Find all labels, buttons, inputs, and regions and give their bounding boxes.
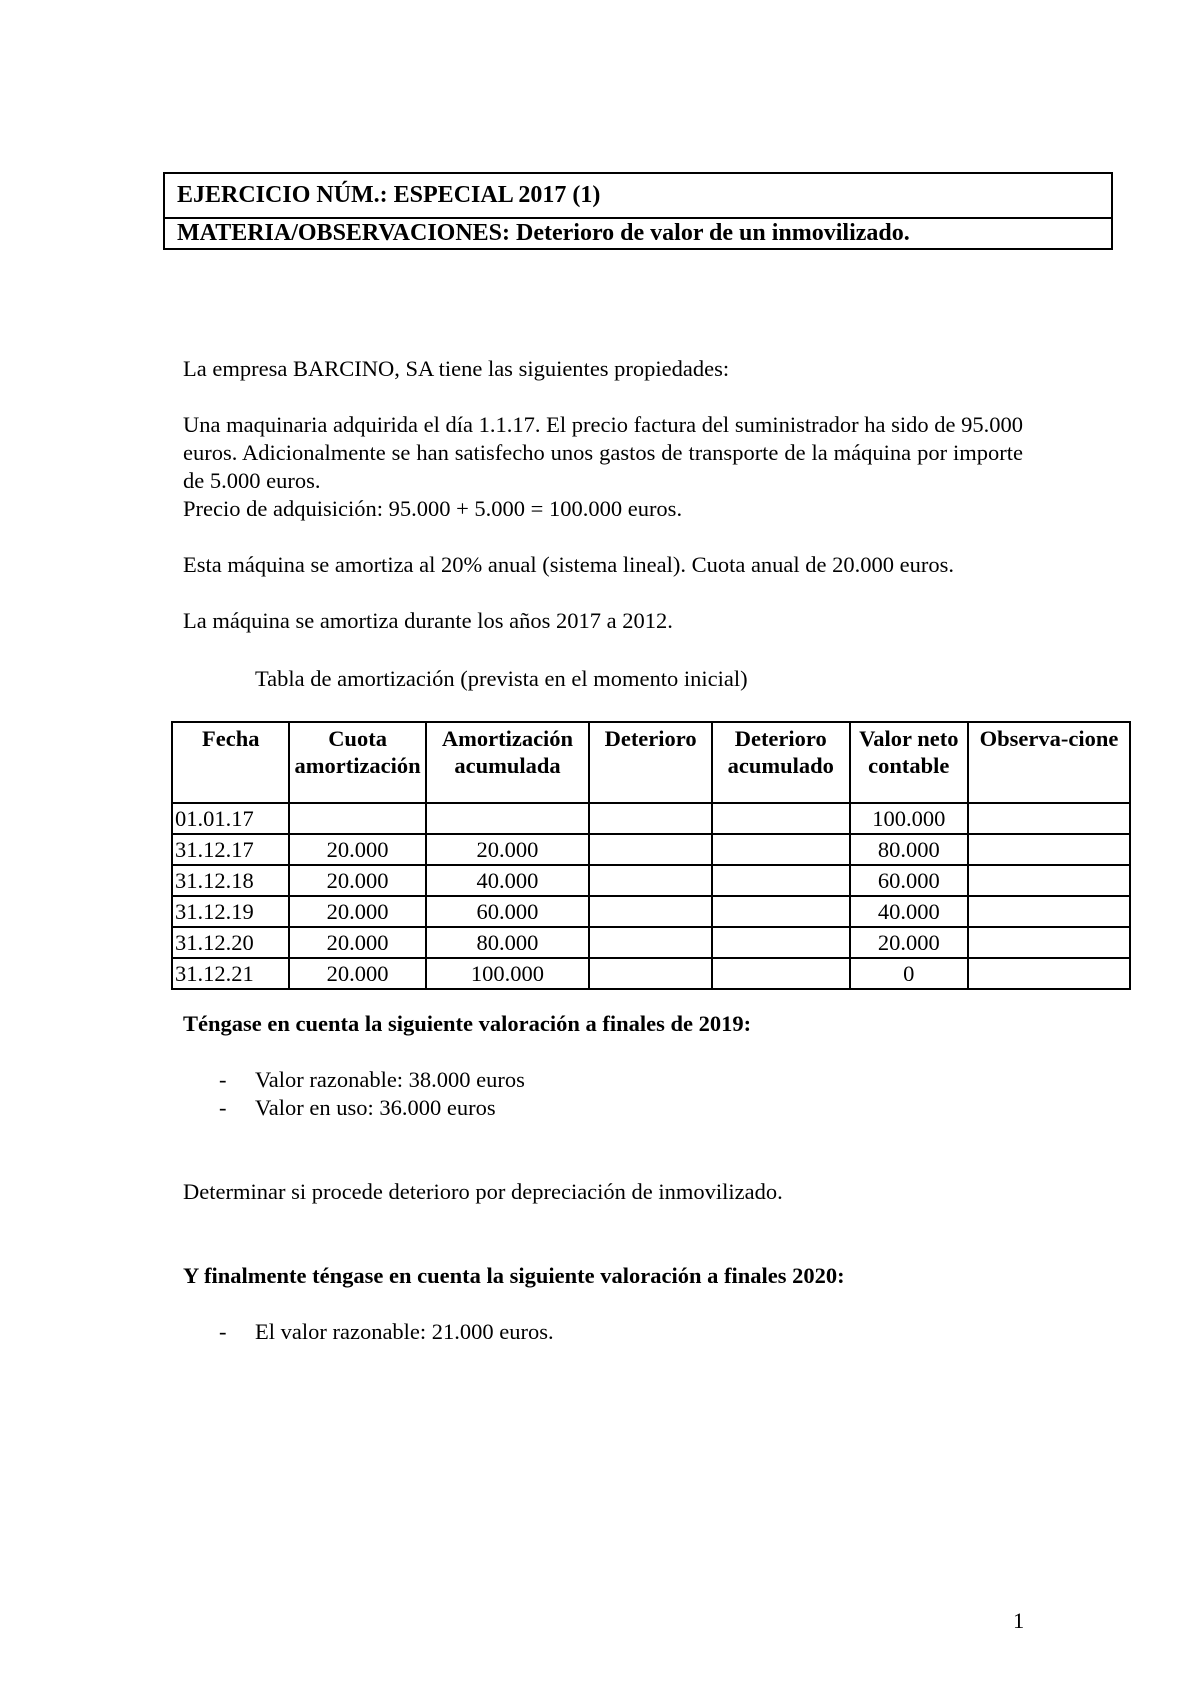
acquisition-price-line: Precio de adquisición: 95.000 + 5.000 = 100.000 euros. [183,496,683,521]
cell-valor-neto: 20.000 [850,927,969,958]
cell-valor-neto: 60.000 [850,865,969,896]
table-row [172,834,1130,865]
table-row [172,927,1130,958]
amortization-table [171,721,1131,990]
cell-fecha: 31.12.18 [172,865,289,896]
cell-cuota: 20.000 [289,865,425,896]
list-item: - Valor en uso: 36.000 euros [183,1094,525,1122]
cell-cuota: 20.000 [289,896,425,927]
task-paragraph: Determinar si procede deterioro por depreciación de inmovilizado. [183,1179,783,1204]
cell-valor-neto: 0 [850,958,969,989]
cell-fecha: 31.12.21 [172,958,289,989]
cell-observaciones [968,803,1130,834]
cell-deterioro [589,834,712,865]
table-row [172,803,1130,834]
valuation-2020-list [183,1318,554,1346]
column-header: Fecha [172,722,289,803]
cell-deterioro-acumulado [712,927,850,958]
cell-acumulada [426,803,590,834]
table-row [172,958,1130,989]
cell-observaciones [968,958,1130,989]
cell-observaciones [968,834,1130,865]
cell-acumulada: 100.000 [426,958,590,989]
cell-deterioro [589,927,712,958]
cell-acumulada: 60.000 [426,896,590,927]
cell-deterioro-acumulado [712,834,850,865]
table-row [172,896,1130,927]
cell-deterioro [589,896,712,927]
exercise-header-box [163,172,1113,250]
column-header: Deterioro [589,722,712,803]
exercise-title: EJERCICIO NÚM.: ESPECIAL 2017 (1) [177,182,601,208]
cell-valor-neto: 40.000 [850,896,969,927]
cell-valor-neto: 100.000 [850,803,969,834]
cell-fecha: 31.12.17 [172,834,289,865]
cell-cuota: 20.000 [289,834,425,865]
column-header: Observa-cione [968,722,1130,803]
table-row [172,865,1130,896]
cell-fecha: 31.12.20 [172,927,289,958]
valuation-2019-heading: Téngase en cuenta la siguiente valoración a finales de 2019: [183,1011,752,1036]
machine-purchase-paragraph: Una maquinaria adquirida el día 1.1.17. El precio factura del suministrador ha sido de 95.000 euros. Adicionalmente se han satisfecho unos gastos de transporte de la máquina por importe de 5.000 euros. [183,412,1023,493]
exercise-subject: MATERIA/OBSERVACIONES: Deterioro de valor de un inmovilizado. [165,217,1111,248]
cell-deterioro [589,865,712,896]
cell-acumulada: 80.000 [426,927,590,958]
column-header: Cuota amortización [289,722,425,803]
cell-deterioro-acumulado [712,803,850,834]
column-header: Valor neto contable [850,722,969,803]
cell-cuota [289,803,425,834]
cell-observaciones [968,865,1130,896]
depreciation-years-paragraph: La máquina se amortiza durante los años 2017 a 2012. [183,608,673,633]
cell-cuota: 20.000 [289,958,425,989]
cell-deterioro [589,803,712,834]
cell-fecha: 01.01.17 [172,803,289,834]
depreciation-rate-paragraph: Esta máquina se amortiza al 20% anual (sistema lineal). Cuota anual de 20.000 euros. [183,552,955,577]
cell-valor-neto: 80.000 [850,834,969,865]
page-number: 1 [1013,1608,1025,1633]
cell-fecha: 31.12.19 [172,896,289,927]
column-header: Amortización acumulada [426,722,590,803]
list-item: - El valor razonable: 21.000 euros. [183,1318,554,1346]
valuation-2020-heading: Y finalmente téngase en cuenta la siguiente valoración a finales 2020: [183,1263,845,1288]
cell-deterioro-acumulado [712,958,850,989]
table-header-row [172,722,1130,803]
cell-observaciones [968,927,1130,958]
column-header: Deterioro acumulado [712,722,850,803]
cell-deterioro-acumulado [712,896,850,927]
list-item: - Valor razonable: 38.000 euros [183,1066,525,1094]
intro-paragraph: La empresa BARCINO, SA tiene las siguientes propiedades: [183,356,730,381]
cell-deterioro [589,958,712,989]
cell-observaciones [968,896,1130,927]
cell-acumulada: 20.000 [426,834,590,865]
table-caption: Tabla de amortización (prevista en el momento inicial) [255,666,748,691]
cell-acumulada: 40.000 [426,865,590,896]
valuation-2019-list [183,1066,525,1122]
cell-deterioro-acumulado [712,865,850,896]
cell-cuota: 20.000 [289,927,425,958]
